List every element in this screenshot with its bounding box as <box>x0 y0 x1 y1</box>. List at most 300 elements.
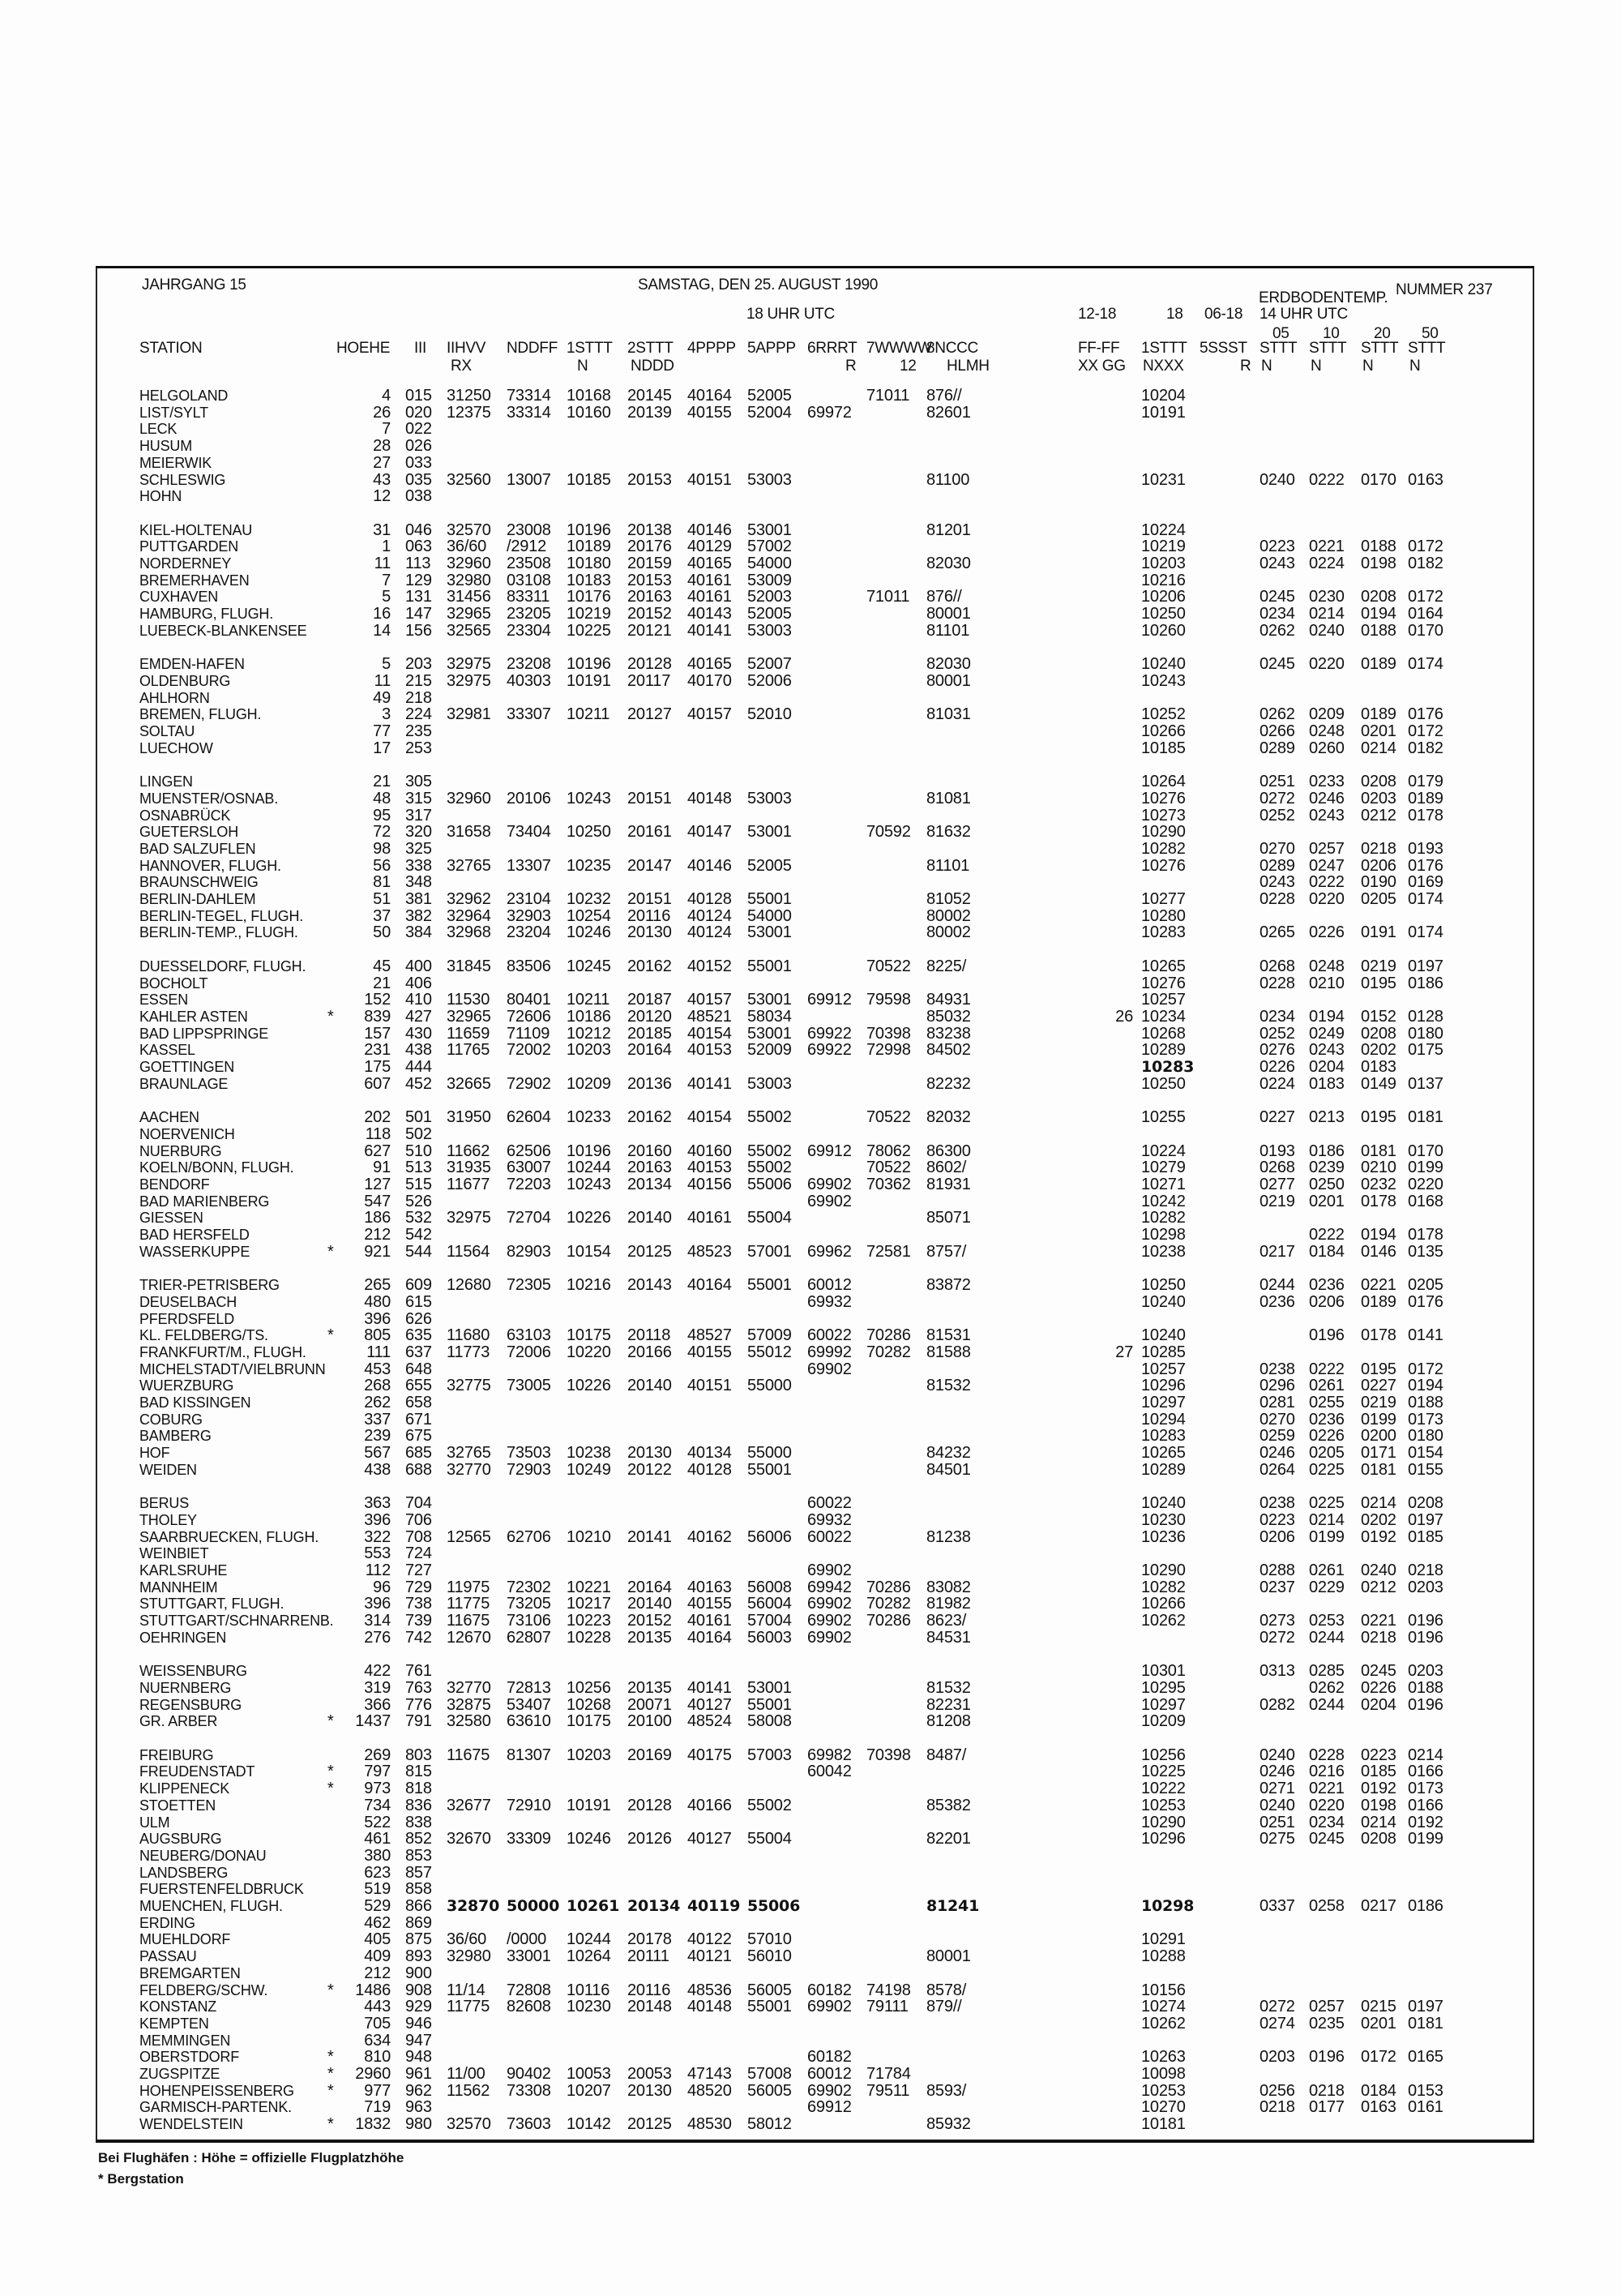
station-row <box>0 1898 1621 1915</box>
soil-05: 0271 <box>1260 1780 1295 1798</box>
soil-05: 0251 <box>1260 1813 1295 1831</box>
iihvv: 32677 <box>447 1796 491 1814</box>
1sttt: 10175 <box>567 1712 611 1731</box>
5appp: 55004 <box>747 1830 792 1848</box>
1sttt-18: 10264 <box>1141 773 1186 791</box>
soil-50: 0155 <box>1408 1460 1444 1479</box>
iihvv: 32665 <box>447 1074 491 1093</box>
elevation: 152 <box>364 991 391 1009</box>
station-id: 046 <box>405 520 432 539</box>
soil-20: 0219 <box>1361 957 1396 975</box>
soil-10: 0255 <box>1309 1394 1345 1411</box>
station-name: BAD MARIENBERG <box>139 1193 270 1210</box>
1sttt-18: 10156 <box>1141 1981 1186 1999</box>
soil-10: 0205 <box>1309 1444 1345 1463</box>
station-id: 776 <box>405 1695 432 1714</box>
iihvv: 32870 <box>447 1897 500 1915</box>
station-name: WUERZBURG <box>139 1377 234 1394</box>
8nccc: 84232 <box>926 1444 971 1463</box>
1sttt-18: 10255 <box>1141 1108 1186 1127</box>
8nccc: 83238 <box>926 1024 971 1043</box>
1sttt-18: 10256 <box>1141 1746 1186 1764</box>
soil-10: 0240 <box>1309 621 1345 640</box>
soil-20: 0184 <box>1361 2081 1396 2100</box>
5appp: 55001 <box>747 890 792 908</box>
elevation: 112 <box>365 1561 391 1579</box>
station-id: 501 <box>405 1108 432 1127</box>
soil-20: 0190 <box>1361 873 1396 892</box>
station-name: FELDBERG/SCHW. <box>139 1981 268 1998</box>
8nccc: 876// <box>926 387 962 405</box>
1sttt-18: 10271 <box>1141 1175 1186 1193</box>
4pppp: 40161 <box>687 571 732 589</box>
elevation: 396 <box>364 1309 391 1328</box>
elevation: 31 <box>373 520 391 539</box>
elevation: 627 <box>364 1142 391 1160</box>
5appp: 55006 <box>747 1897 801 1915</box>
station-row <box>0 1596 1621 1613</box>
station-id: 444 <box>405 1058 432 1076</box>
station-id: 637 <box>405 1343 432 1361</box>
1sttt-18: 10285 <box>1141 1343 1186 1361</box>
4pppp: 40161 <box>687 1209 732 1227</box>
elevation: 7 <box>382 420 391 439</box>
1sttt-18: 10273 <box>1141 806 1186 825</box>
station-name: MUENSTER/OSNAB. <box>139 790 279 807</box>
soil-10: 0216 <box>1309 1763 1345 1781</box>
soil-50: 0170 <box>1408 1142 1444 1160</box>
1sttt: 10261 <box>567 1897 620 1915</box>
nddff: 63610 <box>507 1712 551 1731</box>
5appp: 52005 <box>747 856 792 875</box>
station-row <box>0 773 1621 790</box>
1sttt-18: 10290 <box>1141 1561 1186 1579</box>
1sttt-18: 10240 <box>1141 655 1186 674</box>
1sttt-18: 10231 <box>1141 470 1186 489</box>
station-row <box>0 1059 1621 1076</box>
1sttt: 10235 <box>567 856 611 875</box>
1sttt: 10246 <box>567 923 611 942</box>
5appp: 55001 <box>747 1460 792 1479</box>
depth-50: 50 <box>1422 325 1439 342</box>
soil-50: 0173 <box>1408 1780 1444 1798</box>
station-id: 427 <box>405 1007 432 1026</box>
soil-10: 0220 <box>1309 1796 1345 1814</box>
elevation: 522 <box>364 1813 391 1831</box>
soil-10: 0249 <box>1309 1024 1345 1043</box>
col-1sttt-sub: N <box>577 358 588 375</box>
1sttt-18: 10268 <box>1141 1024 1186 1043</box>
soil-10: 0226 <box>1309 1427 1345 1446</box>
soil-05: 0289 <box>1260 856 1295 875</box>
station-name: HANNOVER, FLUGH. <box>139 857 281 874</box>
soil-50: 0186 <box>1408 1897 1444 1915</box>
5appp: 53003 <box>747 1074 792 1093</box>
mountain-station-marker: * <box>327 2081 334 2100</box>
5appp: 53003 <box>747 789 792 807</box>
soil-10: 0226 <box>1309 923 1345 942</box>
soil-05: 0226 <box>1260 1058 1295 1076</box>
station-row <box>0 807 1621 825</box>
2sttt: 20125 <box>627 2115 672 2134</box>
1sttt: 10217 <box>567 1595 611 1613</box>
1sttt: 10243 <box>567 1175 611 1193</box>
6rrrt: 69902 <box>807 1175 852 1193</box>
iihvv: 32980 <box>447 1947 491 1966</box>
4pppp: 40119 <box>687 1897 741 1915</box>
soil-20: 0195 <box>1361 974 1396 992</box>
nddff: 23508 <box>507 555 551 572</box>
station-name: AACHEN <box>139 1109 199 1126</box>
station-name: STUTTGART, FLUGH. <box>139 1596 284 1613</box>
1sttt: 10254 <box>567 906 611 925</box>
5appp: 55004 <box>747 1209 792 1227</box>
station-row <box>0 589 1621 606</box>
station-name: NUERBURG <box>139 1142 222 1159</box>
6rrrt: 69962 <box>807 1242 852 1261</box>
iihvv: 32875 <box>447 1695 491 1714</box>
nddff: 82903 <box>507 1242 551 1261</box>
soil-50: 0174 <box>1408 890 1444 908</box>
6rrrt: 60022 <box>807 1326 852 1345</box>
4pppp: 40161 <box>687 1612 732 1630</box>
1sttt: 10196 <box>567 520 611 539</box>
station-id: 803 <box>405 1746 432 1764</box>
soil-20: 0214 <box>1361 739 1396 757</box>
soil-10: 0186 <box>1309 1142 1345 1160</box>
soil-10: 0250 <box>1309 1175 1345 1193</box>
col-2sttt: 2STTT <box>627 340 674 357</box>
station-id: 706 <box>405 1510 432 1529</box>
station-name: BAD HERSFELD <box>139 1227 250 1243</box>
soil-05: 0203 <box>1260 2048 1295 2067</box>
iihvv: 11675 <box>447 1746 490 1764</box>
station-id: 382 <box>405 906 432 925</box>
8nccc: 8623/ <box>926 1612 967 1630</box>
soil-05: 0236 <box>1260 1292 1295 1311</box>
2sttt: 20152 <box>627 605 672 623</box>
soil-20: 0152 <box>1361 1007 1396 1026</box>
2sttt: 20147 <box>627 856 672 875</box>
1sttt: 10185 <box>567 470 611 489</box>
4pppp: 40148 <box>687 1998 732 2016</box>
station-row <box>0 455 1621 472</box>
soil-10: 0225 <box>1309 1494 1345 1513</box>
iihvv: 11765 <box>447 1041 490 1060</box>
elevation: 5 <box>382 588 391 606</box>
soil-50: 0137 <box>1408 1074 1444 1093</box>
2sttt: 20118 <box>627 1326 671 1345</box>
5appp: 53001 <box>747 1024 792 1043</box>
soil-10: 0221 <box>1309 538 1345 556</box>
station-id: 532 <box>405 1209 432 1227</box>
4pppp: 40147 <box>687 823 732 842</box>
soil-20: 0195 <box>1361 1360 1396 1378</box>
station-row <box>0 1915 1621 1932</box>
nddff: 72903 <box>507 1460 551 1479</box>
soil-temp-title: ERDBODENTEMP. <box>1259 289 1388 306</box>
col-soil-50-sub: N <box>1409 358 1421 375</box>
4pppp: 40128 <box>687 890 732 908</box>
8nccc: 82232 <box>926 1074 971 1093</box>
2sttt: 20161 <box>627 823 672 842</box>
1sttt: 10176 <box>567 588 611 606</box>
1sttt: 10175 <box>567 1326 611 1345</box>
soil-10: 0258 <box>1309 1897 1345 1915</box>
1sttt-18: 10253 <box>1141 2081 1186 2100</box>
station-id: 626 <box>405 1309 432 1328</box>
station-row <box>0 1377 1621 1394</box>
col-soil-20-sub: N <box>1362 358 1374 375</box>
5appp: 57001 <box>747 1242 792 1261</box>
1sttt: 10221 <box>567 1578 611 1596</box>
soil-10: 0206 <box>1309 1292 1345 1311</box>
station-id: 131 <box>405 588 432 606</box>
8nccc: 83872 <box>926 1276 971 1295</box>
station-id: 438 <box>405 1041 432 1060</box>
8nccc: 82030 <box>926 555 971 572</box>
1sttt-18: 10253 <box>1141 1796 1186 1814</box>
station-name: OBERSTDORF <box>139 2049 240 2066</box>
2sttt: 20163 <box>627 1159 672 1177</box>
nddff: 72902 <box>507 1074 551 1093</box>
8nccc: 82201 <box>926 1830 971 1848</box>
nddff: 73205 <box>507 1595 551 1613</box>
station-id: 980 <box>405 2115 432 2134</box>
4pppp: 40143 <box>687 605 732 623</box>
soil-20: 0212 <box>1361 1578 1396 1596</box>
station-name: KEMPTEN <box>139 2015 209 2032</box>
elevation: 1437 <box>355 1712 391 1731</box>
station-name: LANDSBERG <box>139 1864 229 1881</box>
1sttt-18: 10252 <box>1141 705 1186 724</box>
soil-50: 0199 <box>1408 1830 1444 1848</box>
4pppp: 40175 <box>687 1746 732 1764</box>
1sttt-18: 10257 <box>1141 991 1186 1009</box>
1sttt: 10230 <box>567 1998 611 2016</box>
station-name: OEHRINGEN <box>139 1629 227 1646</box>
6rrrt: 69972 <box>807 403 852 422</box>
1sttt-18: 10240 <box>1141 1326 1186 1345</box>
soil-20: 0189 <box>1361 705 1396 724</box>
1sttt: 10203 <box>567 1041 611 1060</box>
1sttt: 10233 <box>567 1108 611 1127</box>
station-name: MUEHLDORF <box>139 1931 231 1948</box>
station-id: 317 <box>405 806 432 825</box>
station-name: ESSEN <box>139 992 189 1009</box>
soil-05: 0223 <box>1260 538 1295 556</box>
2sttt: 20160 <box>627 1142 672 1160</box>
7wwww: 70286 <box>866 1578 911 1596</box>
soil-20: 0214 <box>1361 1494 1396 1513</box>
soil-10: 0257 <box>1309 839 1345 858</box>
col-7wwww-sub: 12 <box>900 358 917 375</box>
nddff: 40303 <box>507 671 551 690</box>
station-name: SOLTAU <box>139 723 195 739</box>
iihvv: 32570 <box>447 2115 491 2134</box>
2sttt: 20140 <box>627 1209 672 1227</box>
soil-10: 0209 <box>1309 705 1345 724</box>
elevation: 7 <box>382 571 391 589</box>
5appp: 55002 <box>747 1796 792 1814</box>
station-name: WEINBIET <box>139 1545 209 1562</box>
col-5appp: 5APPP <box>747 340 796 357</box>
elevation: 43 <box>373 470 391 489</box>
1sttt: 10212 <box>567 1024 611 1043</box>
1sttt-18: 10242 <box>1141 1192 1186 1210</box>
elevation: 45 <box>373 957 391 975</box>
2sttt: 20169 <box>627 1746 672 1764</box>
station-id: 452 <box>405 1074 432 1093</box>
1sttt-18: 10297 <box>1141 1394 1186 1411</box>
elevation: 26 <box>373 403 391 422</box>
1sttt-18: 10283 <box>1141 1058 1195 1076</box>
soil-10: 0220 <box>1309 890 1345 908</box>
5appp: 55001 <box>747 1276 792 1295</box>
col-soil-05-sub: N <box>1261 358 1272 375</box>
1sttt-18: 10257 <box>1141 1360 1186 1378</box>
5appp: 57003 <box>747 1746 792 1764</box>
soil-05: 0245 <box>1260 588 1295 606</box>
5appp: 53001 <box>747 823 792 842</box>
7wwww: 70522 <box>866 1159 911 1177</box>
station-id: 857 <box>405 1863 432 1882</box>
station-name: ZUGSPITZE <box>139 2066 220 2082</box>
elevation: 480 <box>364 1292 391 1311</box>
5appp: 56008 <box>747 1578 792 1596</box>
elevation: 547 <box>364 1192 391 1210</box>
soil-20: 0199 <box>1361 1410 1396 1429</box>
elevation: 49 <box>373 688 391 707</box>
2sttt: 20130 <box>627 2081 672 2100</box>
nddff: 62706 <box>507 1527 551 1546</box>
7wwww: 71011 <box>866 588 910 606</box>
4pppp: 40127 <box>687 1695 732 1714</box>
1sttt-18: 10098 <box>1141 2065 1186 2083</box>
4pppp: 40153 <box>687 1159 732 1177</box>
4pppp: 40161 <box>687 588 732 606</box>
soil-20: 0210 <box>1361 1159 1396 1177</box>
elevation: 81 <box>373 873 391 892</box>
col-ff-ff: FF-FF <box>1078 340 1120 357</box>
soil-50: 0188 <box>1408 1678 1444 1697</box>
4pppp: 40165 <box>687 555 732 572</box>
nddff: 72002 <box>507 1041 551 1060</box>
7wwww: 70398 <box>866 1024 911 1043</box>
elevation: 186 <box>364 1209 391 1227</box>
station-id: 893 <box>405 1947 432 1966</box>
soil-10: 0243 <box>1309 1041 1345 1060</box>
station-row <box>0 405 1621 422</box>
soil-10: 0261 <box>1309 1561 1345 1579</box>
1sttt-18: 10240 <box>1141 1494 1186 1513</box>
1sttt-18: 10260 <box>1141 621 1186 640</box>
iihvv: 32770 <box>447 1460 491 1479</box>
station-id: 742 <box>405 1628 432 1647</box>
iihvv: 12375 <box>447 403 491 422</box>
5appp: 53003 <box>747 470 792 489</box>
station-row <box>0 538 1621 555</box>
1sttt-18: 10301 <box>1141 1662 1186 1681</box>
station-id: 900 <box>405 1964 432 1982</box>
soil-20: 0149 <box>1361 1074 1396 1093</box>
iihvv: 32962 <box>447 890 491 908</box>
8nccc: 80001 <box>926 671 971 690</box>
1sttt-18: 10291 <box>1141 1930 1186 1949</box>
station-name: HOF <box>139 1445 170 1462</box>
soil-10: 0222 <box>1309 1360 1345 1378</box>
iihvv: 32975 <box>447 655 491 674</box>
station-row <box>0 1176 1621 1193</box>
soil-05: 0240 <box>1260 470 1295 489</box>
1sttt: 10245 <box>567 957 611 975</box>
4pppp: 40127 <box>687 1830 732 1848</box>
station-id: 858 <box>405 1880 432 1899</box>
nddff: 81307 <box>507 1746 551 1764</box>
station-name: BERLIN-TEMP., FLUGH. <box>139 924 298 941</box>
soil-20: 0212 <box>1361 806 1396 825</box>
4pppp: 40155 <box>687 1343 732 1361</box>
7wwww: 70282 <box>866 1595 911 1613</box>
col-soil-20: STTT <box>1361 340 1399 357</box>
1sttt-18: 10298 <box>1141 1226 1186 1244</box>
station-name: FUERSTENFELDBRUCK <box>139 1881 304 1898</box>
station-id: 063 <box>405 538 432 556</box>
5appp: 57009 <box>747 1326 792 1345</box>
station-name: LECK <box>139 421 177 438</box>
station-id: 815 <box>405 1763 432 1781</box>
soil-20: 0226 <box>1361 1678 1396 1697</box>
iihvv: 11/14 <box>447 1981 485 1999</box>
5appp: 55001 <box>747 1998 792 2016</box>
station-name: COBURG <box>139 1411 203 1428</box>
col-1sttt: 1STTT <box>567 340 613 357</box>
1sttt-18: 10274 <box>1141 1998 1186 2016</box>
elevation: 56 <box>373 856 391 875</box>
station-name: FRANKFURT/M., FLUGH. <box>139 1343 306 1360</box>
6rrrt: 69902 <box>807 1998 852 2016</box>
soil-50: 0181 <box>1408 1108 1444 1127</box>
iihvv: 31250 <box>447 387 491 405</box>
7wwww: 70398 <box>866 1746 911 1764</box>
soil-20: 0170 <box>1361 470 1396 489</box>
station-name: GUETERSLOH <box>139 824 239 841</box>
soil-50: 0174 <box>1408 923 1444 942</box>
elevation: 14 <box>373 621 391 640</box>
iihvv: 11/00 <box>447 2065 485 2083</box>
soil-50: 0196 <box>1408 1628 1444 1647</box>
station-row <box>0 1428 1621 1445</box>
nddff: 82608 <box>507 1998 551 2016</box>
5appp: 52003 <box>747 588 792 606</box>
station-name: LUECHOW <box>139 739 213 756</box>
station-id: 962 <box>405 2081 432 2100</box>
4pppp: 48536 <box>687 1981 732 1999</box>
soil-50: 0166 <box>1408 1763 1444 1781</box>
soil-10: 0248 <box>1309 722 1345 740</box>
5appp: 53001 <box>747 923 792 942</box>
2sttt: 20176 <box>627 538 672 556</box>
station-row <box>0 2049 1621 2066</box>
elevation: 438 <box>364 1460 391 1479</box>
soil-10: 0285 <box>1309 1662 1345 1681</box>
5appp: 58012 <box>747 2115 792 2134</box>
5appp: 55002 <box>747 1108 792 1127</box>
1sttt-18: 10243 <box>1141 671 1186 690</box>
station-row <box>0 723 1621 740</box>
iihvv: 32765 <box>447 856 491 875</box>
elevation: 202 <box>364 1108 391 1127</box>
